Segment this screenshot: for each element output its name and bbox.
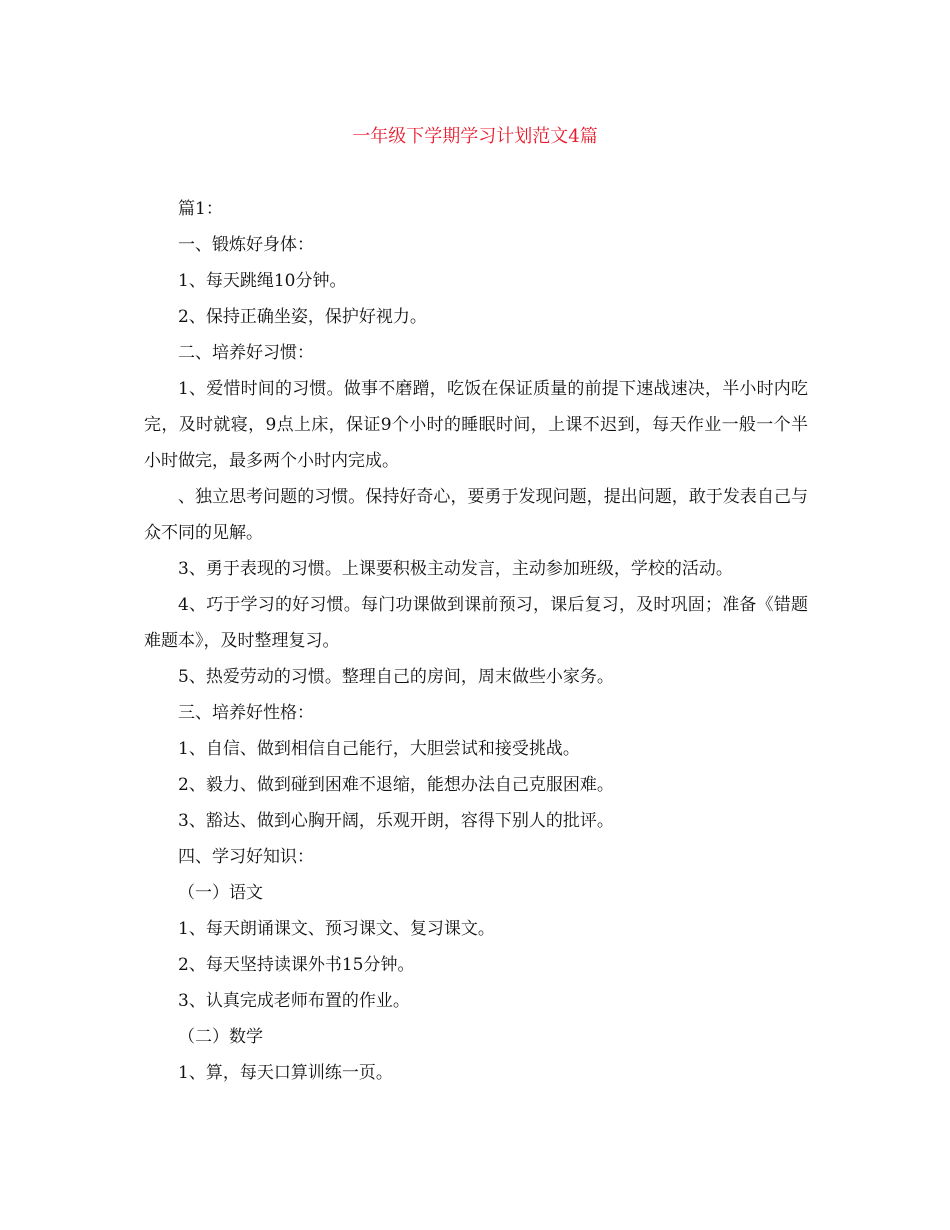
paragraph: 3、豁达、做到心胸开阔，乐观开朗，容得下别人的批评。 <box>178 811 614 831</box>
paragraph: 3、勇于表现的习惯。上课要积极主动发言，主动参加班级，学校的活动。 <box>178 559 733 579</box>
paragraph: 1、算，每天口算训练一页。 <box>178 1063 393 1083</box>
paragraph: 1、每天跳绳10分钟。 <box>178 271 347 291</box>
paragraph: 3、认真完成老师布置的作业。 <box>178 991 410 1011</box>
paragraph: 1、爱惜时间的习惯。做事不磨蹭，吃饭在保证质量的前提下速战速决，半小时内吃完，及时就寝，9点上床，保证9个小时的睡眠时间，上课不迟到，每天作业一般一个半小时做完，最多两个小时内完成。 <box>144 379 808 471</box>
paragraph: 2、毅力、做到碰到困难不退缩，能想办法自己克服困难。 <box>178 775 614 795</box>
paragraph: （一）语文 <box>178 883 263 903</box>
paragraph: （二）数学 <box>178 1027 263 1047</box>
paragraph: 1、每天朗诵课文、预习课文、复习课文。 <box>178 919 495 939</box>
paragraph: 三、培养好性格： <box>178 703 314 723</box>
paragraph: 5、热爱劳动的习惯。整理自己的房间，周末做些小家务。 <box>178 667 614 687</box>
paragraph: 1、自信、做到相信自己能行，大胆尝试和接受挑战。 <box>178 739 580 759</box>
paragraph: 4、巧于学习的好习惯。每门功课做到课前预习，课后复习，及时巩固；准备《错题难题本》，及时整理复习。 <box>144 595 808 651</box>
paragraph: 一、锻炼好身体： <box>178 235 314 255</box>
document-title: 一年级下学期学习计划范文4篇 <box>352 126 598 147</box>
paragraph: 篇1： <box>178 199 223 219</box>
paragraph: 、独立思考问题的习惯。保持好奇心，要勇于发现问题，提出问题，敢于发表自己与众不同的见解。 <box>144 487 808 543</box>
paragraph: 2、每天坚持读课外书15分钟。 <box>178 955 415 975</box>
paragraph: 2、保持正确坐姿，保护好视力。 <box>178 307 427 327</box>
paragraph: 四、学习好知识： <box>178 847 314 867</box>
document-body <box>144 191 808 1091</box>
paragraph: 二、培养好习惯： <box>178 343 314 363</box>
